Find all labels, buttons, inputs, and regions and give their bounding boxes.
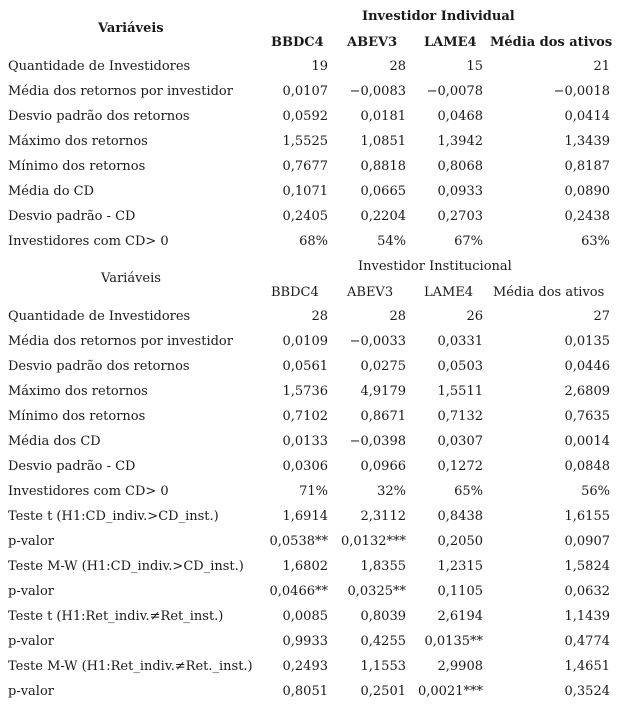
table-cell: −0,0033 <box>349 334 406 349</box>
table-cell: 0,0135** <box>424 634 483 649</box>
section2-col-lame4: LAME4 <box>424 285 474 300</box>
table-cell: 1,5824 <box>564 559 610 574</box>
table-cell: 0,0503 <box>437 359 483 374</box>
section2-col-abev3: ABEV3 <box>347 285 394 300</box>
table-cell: 0,0632 <box>564 584 610 599</box>
table-cell: 1,4651 <box>564 659 610 674</box>
table-cell: 0,0109 <box>282 334 328 349</box>
table-row <box>0 680 618 705</box>
table-cell: 0,0468 <box>437 109 483 124</box>
table-cell: 1,5511 <box>437 384 483 399</box>
table-cell: 1,0851 <box>360 134 406 149</box>
table-cell: 1,2315 <box>437 559 483 574</box>
row-label: Máximo dos retornos <box>8 384 148 399</box>
table-row <box>0 130 618 155</box>
table-cell: 0,0890 <box>564 184 610 199</box>
table-cell: 0,2438 <box>564 209 610 224</box>
section2-col-bbdc4: BBDC4 <box>271 285 319 300</box>
table-row <box>0 380 618 405</box>
table-cell: 0,2405 <box>282 209 328 224</box>
table-cell: 0,0848 <box>564 459 610 474</box>
table-cell: 65% <box>454 484 483 499</box>
table-cell: 0,0014 <box>564 434 610 449</box>
table-cell: 2,3112 <box>360 509 406 524</box>
row-label: Quantidade de Investidores <box>8 309 191 324</box>
table-cell: 0,2703 <box>437 209 483 224</box>
row-label: Desvio padrão - CD <box>8 459 136 474</box>
row-label: Média dos retornos por investidor <box>8 334 233 349</box>
table-cell: 0,0021*** <box>418 684 483 699</box>
table-cell: 0,0325** <box>347 584 406 599</box>
row-label: p-valor <box>8 584 55 599</box>
table-row <box>0 105 618 130</box>
table-cell: 0,7102 <box>282 409 328 424</box>
table-row <box>0 330 618 355</box>
table-cell: 0,0085 <box>282 609 328 624</box>
section1-group-title: Investidor Individual <box>362 9 515 24</box>
table-row <box>0 605 618 630</box>
table-cell: 4,9179 <box>360 384 406 399</box>
table-cell: 0,8671 <box>360 409 406 424</box>
table-cell: 1,8355 <box>360 559 406 574</box>
row-label: p-valor <box>8 634 55 649</box>
table-cell: 15 <box>466 59 483 74</box>
row-label: Teste t (H1:CD_indiv.>CD_inst.) <box>8 509 219 524</box>
table-cell: 0,0665 <box>360 184 406 199</box>
table-cell: 28 <box>311 309 328 324</box>
table-cell: 0,0306 <box>282 459 328 474</box>
table-cell: 0,0446 <box>564 359 610 374</box>
section2-col-media: Média dos ativos <box>493 285 605 300</box>
row-label: Média dos retornos por investidor <box>8 84 233 99</box>
table-cell: 0,7132 <box>437 409 483 424</box>
row-label: p-valor <box>8 534 55 549</box>
row-label: Mínimo dos retornos <box>8 159 146 174</box>
table-cell: 1,6802 <box>282 559 328 574</box>
table-cell: 71% <box>299 484 328 499</box>
section1-col-media: Média dos ativos <box>490 35 613 50</box>
table-cell: 2,6194 <box>437 609 483 624</box>
row-label: Mínimo dos retornos <box>8 409 146 424</box>
row-label: Teste t (H1:Ret_indiv.≠Ret_inst.) <box>8 609 224 624</box>
table-row <box>0 355 618 380</box>
table-cell: −0,0398 <box>349 434 406 449</box>
table-cell: 0,8068 <box>437 159 483 174</box>
section1-col-abev3: ABEV3 <box>347 35 398 50</box>
table-cell: 0,8818 <box>360 159 406 174</box>
table-cell: 0,0933 <box>437 184 483 199</box>
table-row <box>0 530 618 555</box>
table-cell: 54% <box>377 234 406 249</box>
table-cell: 0,7677 <box>282 159 328 174</box>
table-cell: 1,6914 <box>282 509 328 524</box>
table-cell: 0,8039 <box>360 609 406 624</box>
table-cell: 28 <box>389 309 406 324</box>
table-cell: 68% <box>299 234 328 249</box>
table-cell: 0,8051 <box>282 684 328 699</box>
table-cell: 0,0466** <box>269 584 328 599</box>
table-cell: −0,0083 <box>349 84 406 99</box>
table-cell: 2,6809 <box>564 384 610 399</box>
table-cell: 1,5525 <box>282 134 328 149</box>
section1-col-bbdc4: BBDC4 <box>271 35 324 50</box>
row-label: Média do CD <box>8 184 95 199</box>
table-row <box>0 55 618 80</box>
table-row <box>0 80 618 105</box>
table-cell: 1,1439 <box>564 609 610 624</box>
table-cell: 0,3524 <box>564 684 610 699</box>
row-label: Investidores com CD> 0 <box>8 484 169 499</box>
table-cell: 1,3942 <box>437 134 483 149</box>
table-row <box>0 155 618 180</box>
table-cell: 0,0538** <box>269 534 328 549</box>
table-cell: 0,0561 <box>282 359 328 374</box>
row-label: Teste M-W (H1:Ret_indiv.≠Ret._inst.) <box>8 659 253 674</box>
table-cell: −0,0078 <box>426 84 483 99</box>
table-cell: 2,9908 <box>437 659 483 674</box>
table-cell: 0,2050 <box>437 534 483 549</box>
table-cell: 1,3439 <box>564 134 610 149</box>
row-label: Máximo dos retornos <box>8 134 148 149</box>
row-label: p-valor <box>8 684 55 699</box>
table-cell: 0,2501 <box>360 684 406 699</box>
table-cell: 0,0331 <box>437 334 483 349</box>
row-label: Teste M-W (H1:CD_indiv.>CD_inst.) <box>8 559 244 574</box>
table-cell: 26 <box>466 309 483 324</box>
table-cell: 0,0592 <box>282 109 328 124</box>
table-cell: 0,2204 <box>360 209 406 224</box>
table-cell: 67% <box>454 234 483 249</box>
table-cell: 0,7635 <box>564 409 610 424</box>
section1-col-lame4: LAME4 <box>424 35 477 50</box>
table-cell: 0,8187 <box>564 159 610 174</box>
table-row <box>0 205 618 230</box>
table-row <box>0 555 618 580</box>
table-cell: 27 <box>593 309 610 324</box>
table-cell: 0,0307 <box>437 434 483 449</box>
table-row <box>0 580 618 605</box>
table-row <box>0 230 618 255</box>
row-label: Média dos CD <box>8 434 101 449</box>
table-cell: 0,0907 <box>564 534 610 549</box>
table-cell: 0,0181 <box>360 109 406 124</box>
row-label: Investidores com CD> 0 <box>8 234 169 249</box>
table-row <box>0 505 618 530</box>
table-cell: 0,8438 <box>437 509 483 524</box>
table-row <box>0 655 618 680</box>
row-label: Desvio padrão - CD <box>8 209 136 224</box>
table-cell: 32% <box>377 484 406 499</box>
table-cell: 21 <box>593 59 610 74</box>
table-cell: 0,0107 <box>282 84 328 99</box>
table-cell: 0,1105 <box>437 584 483 599</box>
table-cell: 28 <box>389 59 406 74</box>
table-cell: 0,0275 <box>360 359 406 374</box>
table-cell: 0,2493 <box>282 659 328 674</box>
table-row <box>0 305 618 330</box>
table-cell: 0,0414 <box>564 109 610 124</box>
table-cell: 0,0132*** <box>341 534 406 549</box>
table-cell: 0,4774 <box>564 634 610 649</box>
section2-variables-heading: Variáveis <box>101 271 161 286</box>
table-cell: 56% <box>581 484 610 499</box>
table-cell: 0,1071 <box>282 184 328 199</box>
table-cell: 0,0135 <box>564 334 610 349</box>
table-row <box>0 430 618 455</box>
table-cell: −0,0018 <box>553 84 610 99</box>
table-row <box>0 405 618 430</box>
table-cell: 1,6155 <box>564 509 610 524</box>
table-cell: 19 <box>311 59 328 74</box>
table-row <box>0 455 618 480</box>
row-label: Desvio padrão dos retornos <box>8 359 190 374</box>
table-cell: 0,0966 <box>360 459 406 474</box>
table-row <box>0 630 618 655</box>
table-cell: 0,1272 <box>437 459 483 474</box>
table-cell: 1,5736 <box>282 384 328 399</box>
table-cell: 0,0133 <box>282 434 328 449</box>
table-cell: 63% <box>581 234 610 249</box>
row-label: Desvio padrão dos retornos <box>8 109 190 124</box>
table-cell: 0,4255 <box>360 634 406 649</box>
section1-variables-heading: Variáveis <box>98 21 164 36</box>
section2-group-title: Investidor Institucional <box>358 259 512 274</box>
table-row <box>0 480 618 505</box>
table-cell: 0,9933 <box>282 634 328 649</box>
table-cell: 1,1553 <box>360 659 406 674</box>
table-row <box>0 180 618 205</box>
row-label: Quantidade de Investidores <box>8 59 191 74</box>
